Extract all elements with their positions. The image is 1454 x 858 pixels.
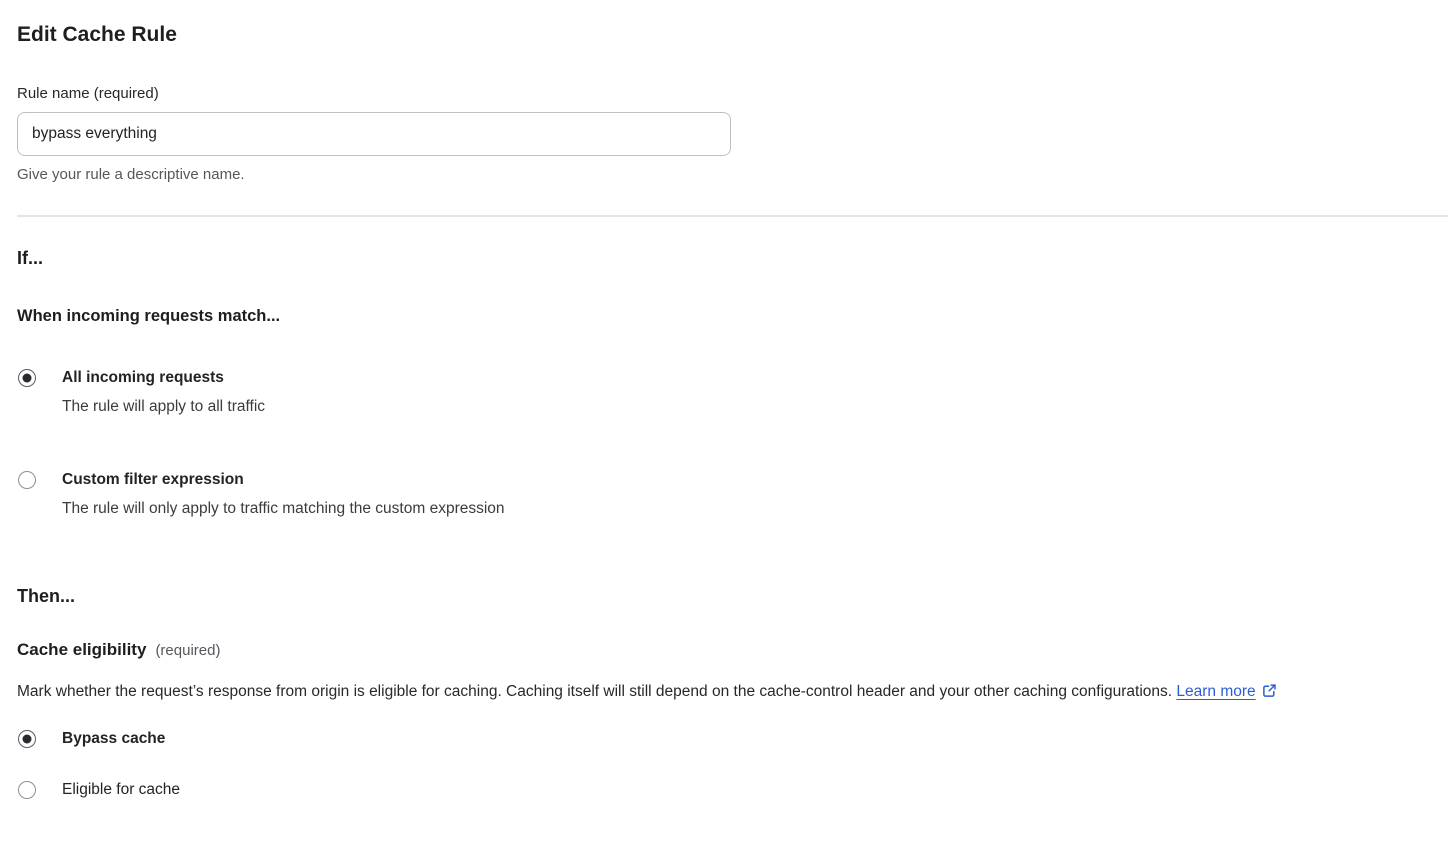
radio-option-texts — [62, 368, 265, 417]
radio-option-label: Bypass cache — [62, 730, 166, 747]
cache-eligibility-description — [17, 677, 1417, 706]
rule-name-label: Rule name (required) — [17, 85, 159, 102]
cache-eligibility-heading-row — [17, 639, 1430, 660]
radio-option-texts — [62, 780, 180, 800]
radio-option-all-incoming-requests[interactable] — [18, 368, 1430, 417]
radio-option-texts — [62, 729, 165, 749]
radio-option-description: The rule will only apply to traffic matching the custom expression — [62, 500, 505, 517]
radio-option-bypass-cache[interactable] — [18, 729, 1430, 749]
radio-button-icon[interactable] — [18, 781, 36, 799]
request-match-radio-group — [17, 368, 1430, 519]
radio-option-custom-filter-expression[interactable] — [18, 470, 1430, 519]
radio-option-texts — [62, 470, 505, 519]
section-divider — [17, 215, 1448, 217]
radio-button-icon[interactable] — [18, 730, 36, 748]
rule-name-help-text: Give your rule a descriptive name. — [17, 166, 245, 183]
radio-option-eligible-for-cache[interactable] — [18, 780, 1430, 800]
cache-eligibility-label: Cache eligibility — [17, 640, 147, 659]
if-section-heading: If... — [17, 248, 43, 268]
radio-option-description: The rule will apply to all traffic — [62, 398, 266, 415]
learn-more-link[interactable]: Learn more — [1176, 683, 1256, 700]
radio-option-label: Custom filter expression — [62, 471, 244, 488]
rule-name-field-group — [17, 84, 1430, 185]
radio-option-label: All incoming requests — [62, 369, 224, 386]
page-title: Edit Cache Rule — [17, 23, 177, 46]
radio-option-label: Eligible for cache — [62, 781, 181, 798]
rule-name-input[interactable] — [17, 112, 731, 156]
then-section-heading: Then... — [17, 586, 75, 606]
cache-eligibility-radio-group — [17, 729, 1430, 800]
radio-button-icon[interactable] — [18, 369, 36, 387]
incoming-requests-subheading: When incoming requests match... — [17, 307, 281, 325]
required-note: (required) — [155, 642, 221, 659]
external-link-icon — [1262, 683, 1277, 698]
cache-eligibility-description-text: Mark whether the request’s response from origin is eligible for caching. Caching itself will still depend on the cache-control header and your other caching configurations. — [17, 683, 1177, 700]
radio-button-icon[interactable] — [18, 471, 36, 489]
